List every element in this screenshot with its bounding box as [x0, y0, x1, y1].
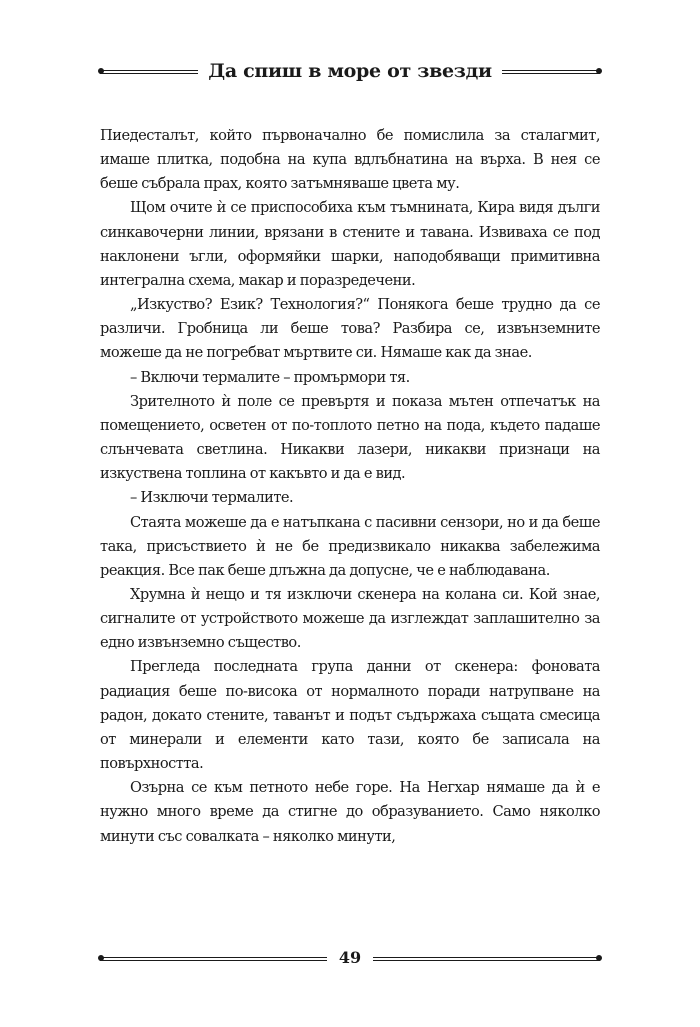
- header-rule-left: [100, 66, 198, 76]
- footer-rule-left: [100, 953, 327, 963]
- paragraph: Щом очите ѝ се приспособиха към тъмнината, Кира видя дълги синкавочерни линии, врязани в стените и тавана. Извиваха се под наклонени ъгли, оформяйки шарки, наподобяващи примитивна интегрална схема, макар и поразредечени.: [100, 199, 600, 289]
- paragraph: Прегледа последната група данни от скенера: фоновата радиация беше по-висока от нормалното поради натрупване на радон, докато стените, таванът и подът съдържаха същата смесица от минерали и елементи като тази, която бе записала на повърхността.: [100, 658, 600, 773]
- page-footer: [100, 948, 600, 968]
- paragraph: Пиедесталът, който първоначално бе помислила за сталагмит, имаше плитка, подобна на купа вдлъбнатина на върха. В нея се беше събрала прах, която затъмняваше цвета му.: [100, 127, 600, 193]
- rule-line: [100, 960, 327, 961]
- paragraph: Озърна се към петното небе горе. На Негхар нямаше да ѝ е нужно много време да стигне до образуванието. Само няколко минути със совалката – няколко минути,: [100, 779, 600, 845]
- page-number: 49: [338, 948, 362, 967]
- rule-line: [100, 70, 198, 71]
- header-rule-right: [502, 66, 600, 76]
- dialogue-line: – Включи термалите – промърмори тя.: [130, 368, 410, 386]
- rule-line: [373, 957, 600, 958]
- dialogue-line: – Изключи термалите.: [130, 489, 294, 507]
- paragraph: Хрумна ѝ нещо и тя изключи скенера на колана си. Кой знае, сигналите от устройството можеше да изглеждат заплашително за едно извънземно същество.: [100, 585, 600, 652]
- rule-line: [502, 70, 600, 71]
- paragraph: Зрителното ѝ поле се превъртя и показа мътен отпечатък на помещението, осветен от по-топлото петно на пода, където падаше слънчевата светлина. Никакви лазери, никакви признаци на изкуствена топлина от какъвто и да е вид.: [100, 392, 600, 483]
- rule-line: [100, 73, 198, 74]
- body-text: [100, 124, 600, 849]
- paragraph: „Изкуство? Език? Технология?“ Понякога беше трудно да се различи. Гробница ли беше това? Разбира се, извънземните можеше да не погребват мъртвите си. Нямаше как да знае.: [100, 296, 600, 362]
- running-header: [100, 56, 600, 86]
- footer-rule-right: [373, 953, 600, 963]
- paragraph: Стаята можеше да е натъпкана с пасивни сензори, но и да беше така, присъствието ѝ не бе предизвикало никаква забележима реакция. Все пак беше длъжна да допусне, че е наблюдавана.: [100, 513, 600, 579]
- running-title: Да спиш в море от звезди: [208, 59, 492, 82]
- rule-line: [502, 73, 600, 74]
- rule-line: [373, 960, 600, 961]
- rule-line: [100, 957, 327, 958]
